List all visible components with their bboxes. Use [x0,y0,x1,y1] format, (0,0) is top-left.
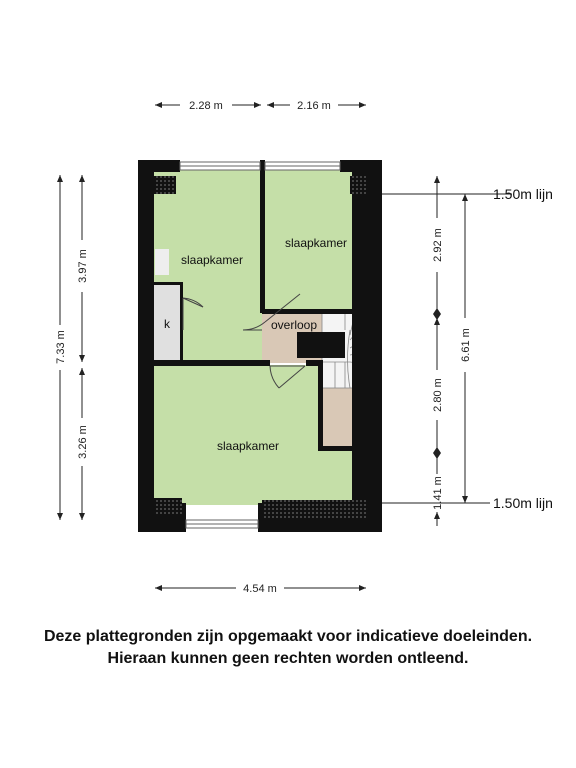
dim-top-right: 2.16 m [297,100,331,112]
dim-right-upper: 2.92 m [432,228,444,262]
bedroom-top-right-label: slaapkamer [284,236,348,250]
wall-hatch-bottom-left [154,498,182,516]
shelf [155,249,169,275]
dim-right-middle: 2.80 m [432,378,444,412]
disclaimer-line-2: Hieraan kunnen geen rechten worden ontleend. [107,650,469,667]
dim-left-lower: 3.26 m [77,425,89,459]
dim-right-total: 6.61 m [460,328,472,362]
landing-label: overloop [270,318,318,332]
roof-line-top-label: 1.50m lijn [493,186,553,202]
bedroom-bottom-label: slaapkamer [216,439,280,453]
roof-line-bottom-label: 1.50m lijn [493,495,553,511]
wall-hatch-top-left [154,176,176,194]
bedroom-top-left-label: slaapkamer [180,253,244,267]
disclaimer-line-1: Deze plattegronden zijn opgemaakt voor indicatieve doeleinden. [43,628,533,645]
closet-label: k [164,317,170,331]
disclaimer [0,626,576,670]
wall-hatch-top-right [350,176,366,194]
wall-hatch-bottom-right [262,500,366,520]
dim-left-total: 7.33 m [55,330,67,364]
dim-right-lower: 1.41 m [432,476,444,510]
dim-left-upper: 3.97 m [77,249,89,283]
dim-top-left: 2.28 m [189,100,223,112]
right-dimension-lines [382,176,512,526]
dim-bottom: 4.54 m [243,583,277,595]
